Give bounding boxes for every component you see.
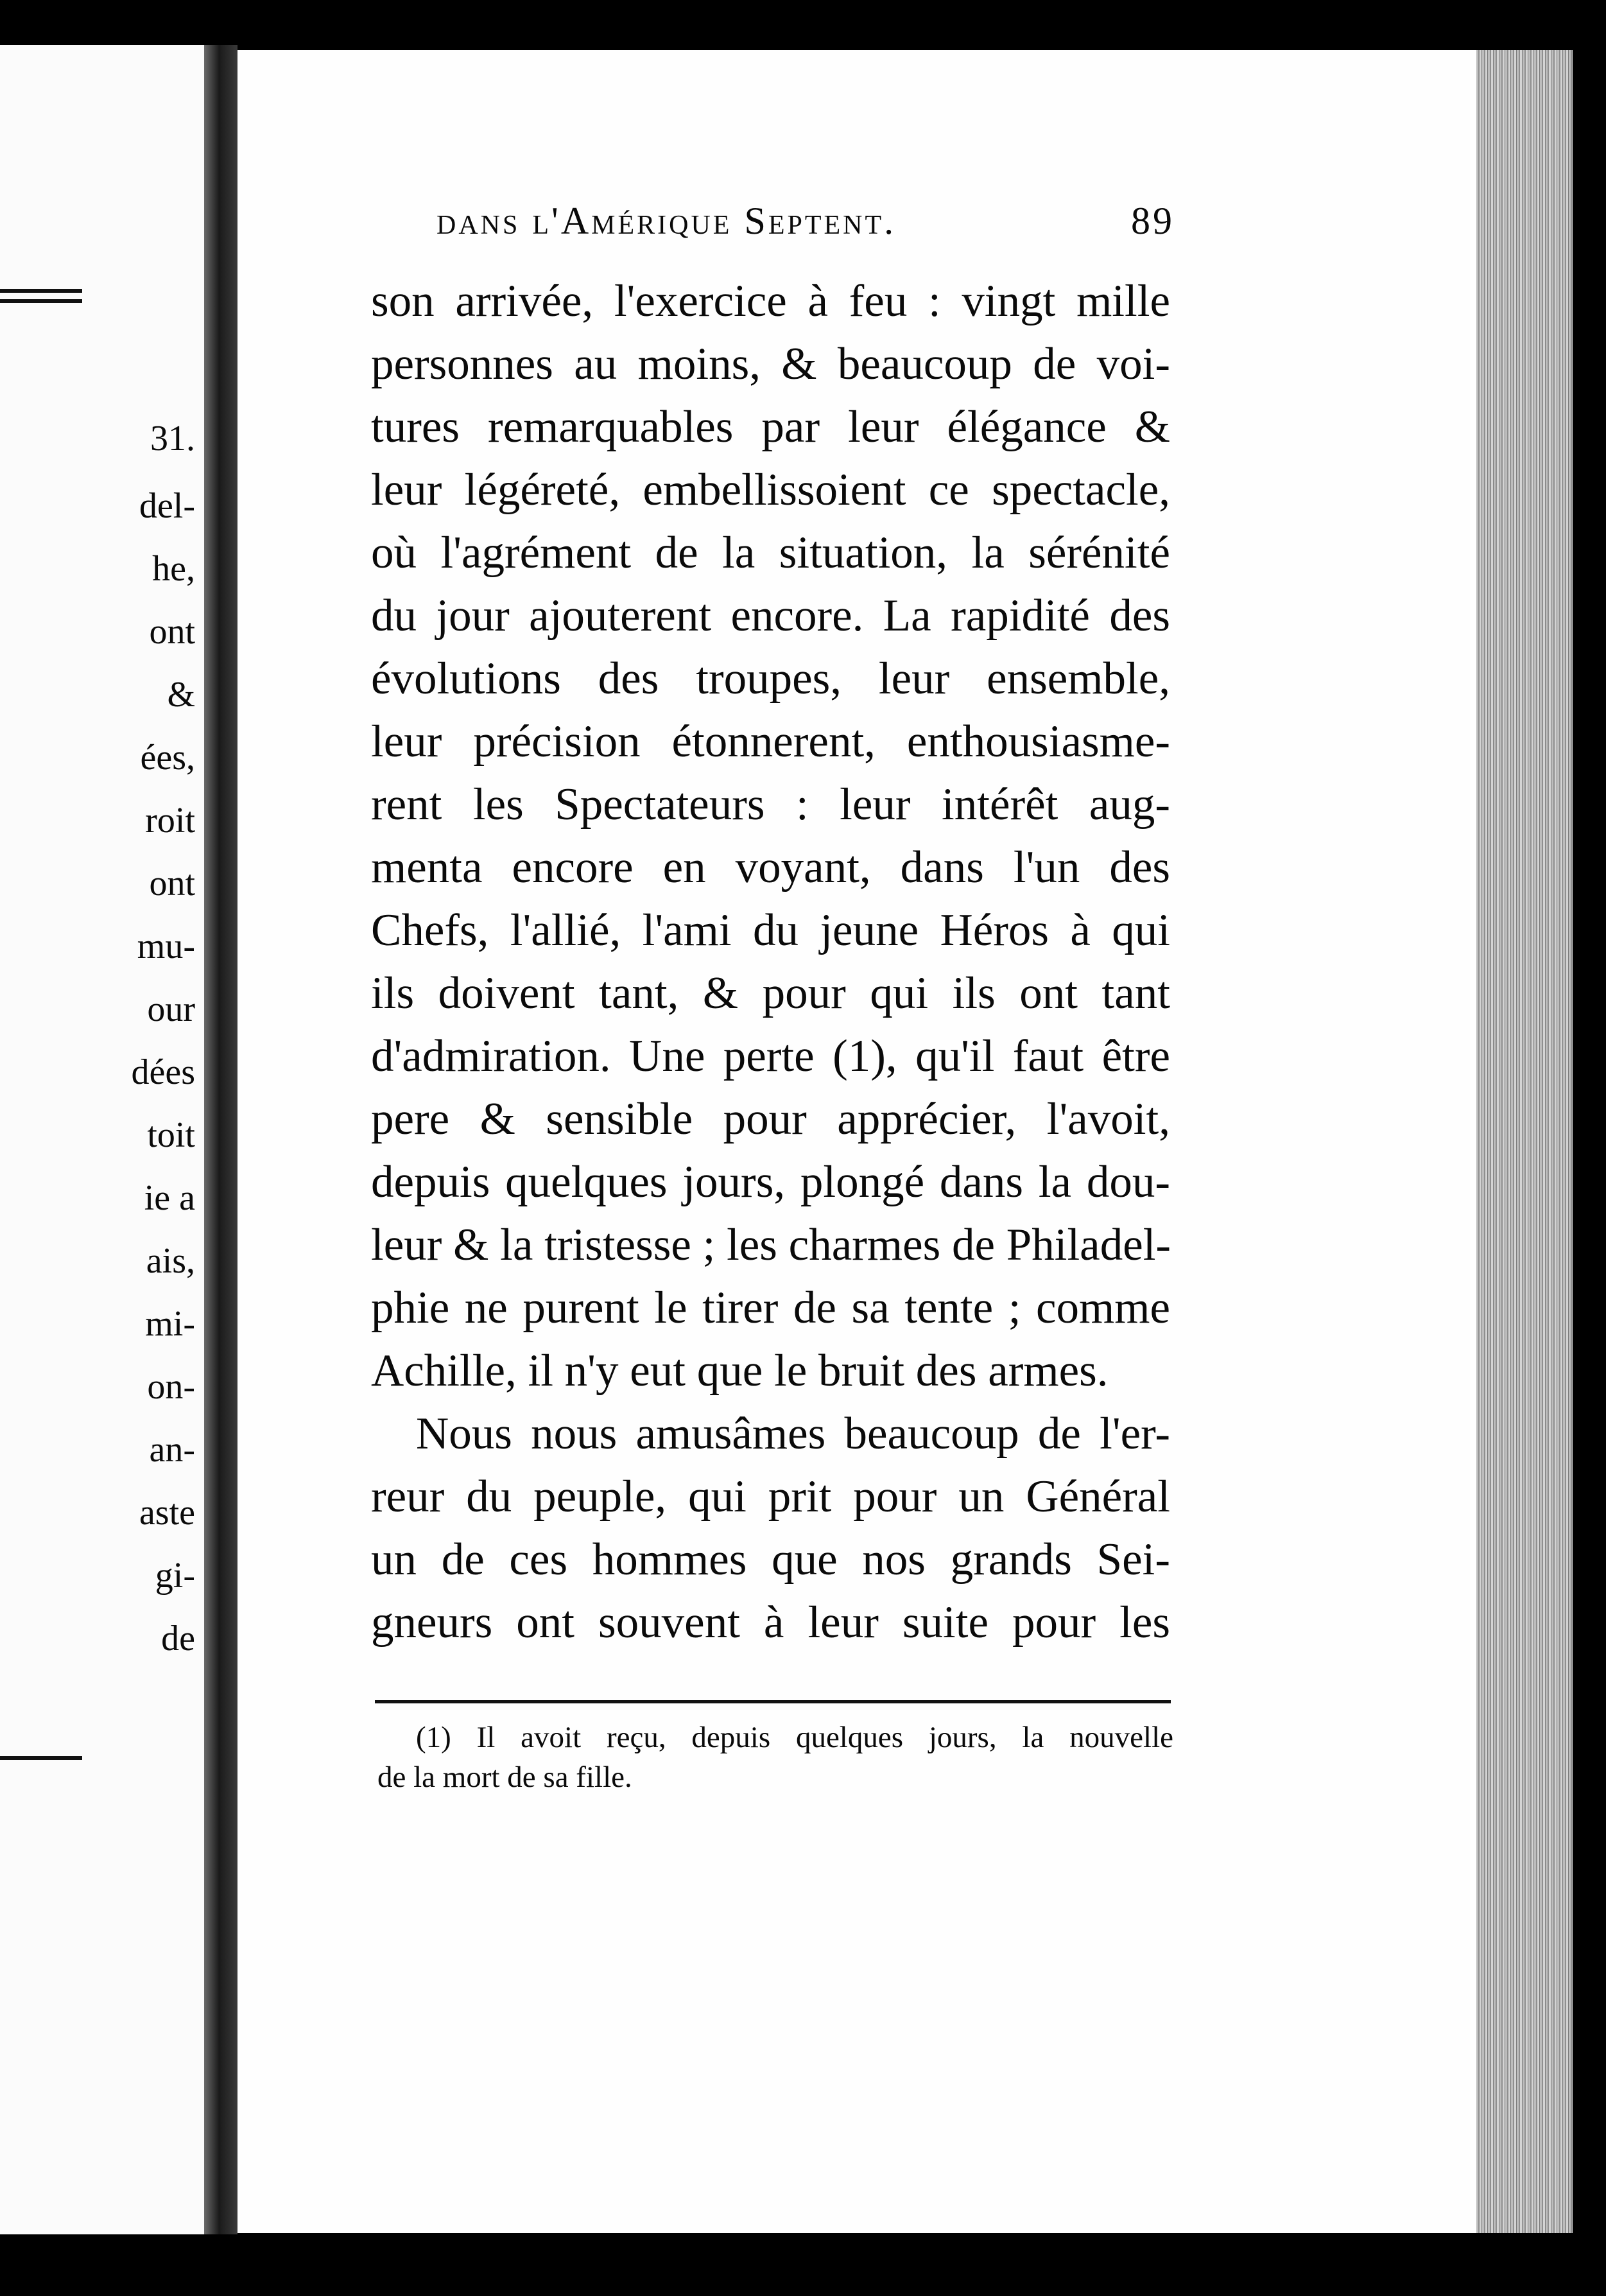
page-fore-edge — [1476, 50, 1573, 2233]
text-line: pere & sensible pour apprécier, l'avoit, — [371, 1094, 1170, 1144]
left-page-footnote-rule — [0, 1756, 82, 1760]
left-fragment: dées — [131, 1052, 195, 1092]
left-facing-page — [0, 45, 204, 2234]
left-fragment: del- — [139, 486, 195, 526]
text-line: un de ces hommes que nos grands Sei- — [371, 1535, 1170, 1585]
text-line: phie ne purent le tirer de sa tente ; comme — [371, 1283, 1170, 1333]
text-line: tures remarquables par leur élégance & — [371, 402, 1170, 452]
footnote-line: (1) Il avoit reçu, depuis quelques jours, la nouvelle — [416, 1721, 1173, 1754]
left-fragment: 31. — [150, 419, 195, 458]
footnote-rule — [375, 1700, 1171, 1707]
left-fragment: he, — [152, 549, 195, 589]
text-line: Achille, il n'y eut que le bruit des armes. — [371, 1346, 1109, 1396]
left-fragment: ées, — [140, 738, 195, 778]
text-line: gneurs ont souvent à leur suite pour les — [371, 1597, 1170, 1648]
left-fragment: & — [167, 675, 195, 715]
body-text — [371, 270, 1170, 1654]
running-head — [436, 199, 1175, 243]
left-fragment: ie a — [144, 1178, 195, 1218]
left-fragment: on- — [147, 1367, 195, 1407]
text-line: où l'agrément de la situation, la sérénité — [371, 528, 1170, 578]
left-fragment: roit — [145, 801, 195, 840]
text-line: menta encore en voyant, dans l'un des — [371, 842, 1170, 892]
left-fragment: ont — [149, 864, 195, 903]
text-line: son arrivée, l'exercice à feu : vingt mille — [371, 276, 1170, 326]
scan-border — [0, 2234, 1606, 2296]
text-line: leur & la tristesse ; les charmes de Philadel- — [371, 1220, 1171, 1270]
left-fragment: an- — [149, 1430, 195, 1470]
left-fragment: toit — [147, 1115, 195, 1155]
left-fragment: mu- — [137, 926, 195, 966]
paragraph-start-line: Nous nous amusâmes beaucoup de l'er- — [416, 1409, 1170, 1459]
text-line: Chefs, l'allié, l'ami du jeune Héros à qui — [371, 905, 1170, 955]
text-line: leur légéreté, embellissoient ce spectacle, — [371, 465, 1170, 515]
footnote-line: de la mort de sa fille. — [377, 1761, 632, 1794]
text-line: d'admiration. Une perte (1), qu'il faut être — [371, 1031, 1170, 1081]
left-fragment: aste — [139, 1493, 195, 1533]
left-fragment: mi- — [145, 1304, 195, 1344]
running-title: dans l'Amérique Septent. — [436, 200, 897, 242]
text-line: rent les Spectateurs : leur intérêt aug- — [371, 779, 1170, 830]
left-fragment: our — [147, 989, 195, 1029]
left-fragment: ont — [149, 612, 195, 652]
left-fragment: ais, — [146, 1241, 195, 1281]
page-number: 89 — [1131, 200, 1175, 242]
text-line: du jour ajouterent encore. La rapidité des — [371, 591, 1170, 641]
text-line: reur du peuple, qui prit pour un Général — [371, 1472, 1170, 1522]
text-line: leur précision étonnerent, enthousiasme- — [371, 717, 1170, 767]
footnote — [377, 1718, 1173, 1797]
text-line: évolutions des troupes, leur ensemble, — [371, 654, 1170, 704]
text-line: ils doivent tant, & pour qui ils ont tant — [371, 968, 1170, 1018]
left-fragment: gi- — [155, 1556, 195, 1596]
book-gutter — [204, 45, 237, 2234]
left-fragment: de — [161, 1619, 195, 1658]
left-page-header-rule — [0, 289, 82, 303]
text-line: personnes au moins, & beaucoup de voi- — [371, 339, 1170, 389]
text-line: depuis quelques jours, plongé dans la dou- — [371, 1157, 1170, 1207]
